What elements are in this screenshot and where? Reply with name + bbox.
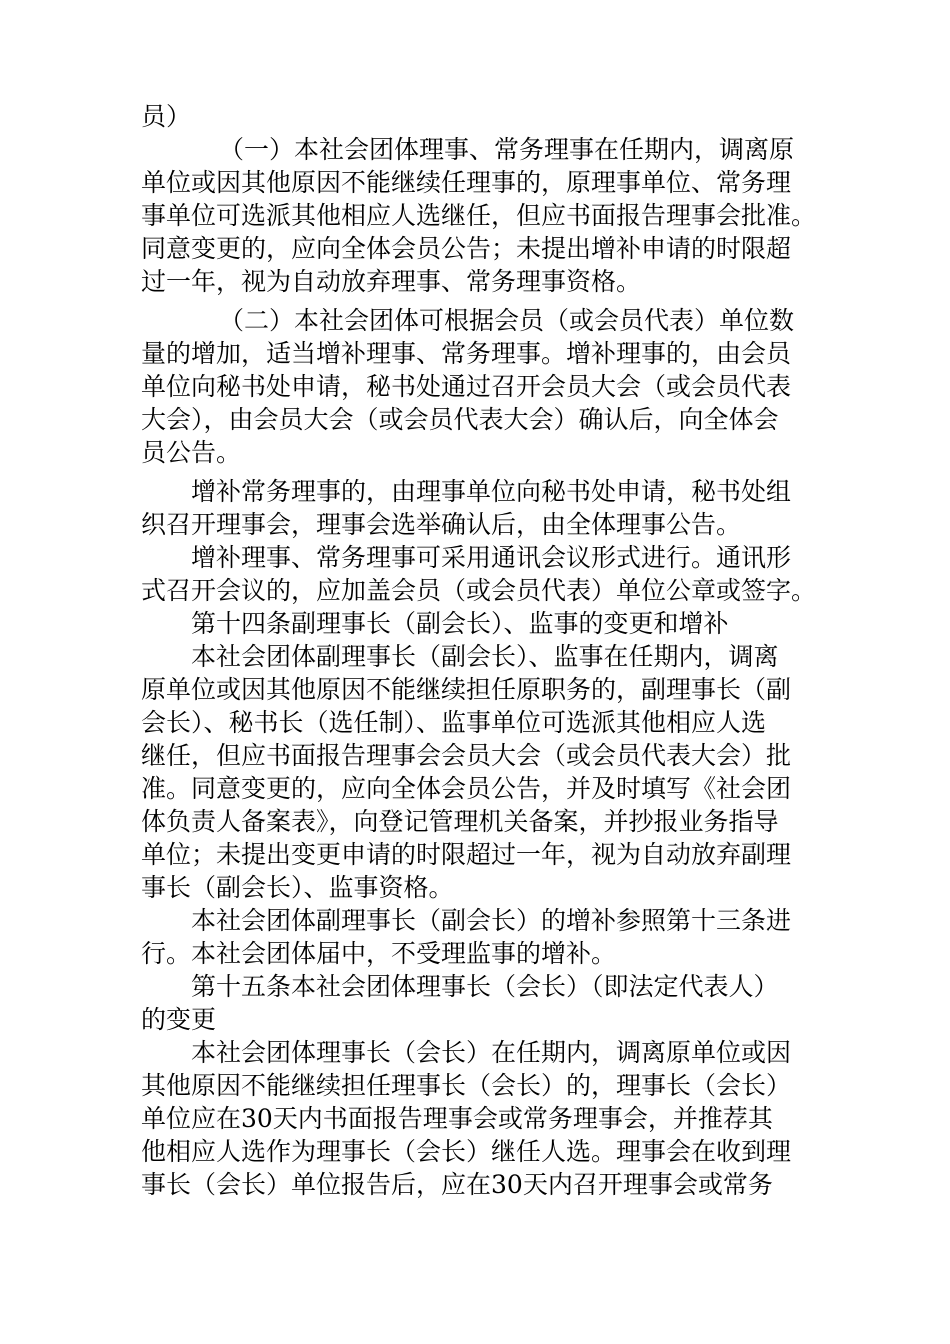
text-line: 的变更 [141,1005,217,1034]
paragraph-correspondence-meeting [141,541,821,607]
text-line: 过一年，视为自动放弃理事、常务理事资格。 [141,267,642,296]
text-line: 大会），由会员大会（或会员代表大会）确认后，向全体会 [141,405,779,434]
text-line: 单位或因其他原因不能继续任理事的，原理事单位、常务理 [141,168,792,197]
text-line: 单位应在30天内书面报告理事会或常务理事会，并推荐其 [141,1104,773,1133]
paragraph-item-1 [141,133,821,298]
text-line: 继任，但应书面报告理事会会员大会（或会员代表大会）批 [141,741,792,770]
text-line: 原单位或因其他原因不能继续担任原职务的，副理事长（副 [141,675,792,704]
text-line: 事单位可选派其他相应人选继任，但应书面报告理事会批准。 [141,201,817,230]
text-line: 事长（副会长）、监事资格。 [141,873,454,902]
text-line: 本社会团体副理事长（副会长）的增补参照第十三条进 [191,906,792,935]
text-line: 织召开理事会，理事会选举确认后，由全体理事公告。 [141,510,742,539]
text-line: 员） [141,102,192,131]
text-line: 第十五条本社会团体理事长（会长）（即法定代表人） [191,972,779,1001]
text-line: 本社会团体理事长（会长）在任期内，调离原单位或因 [191,1038,792,1067]
text-line: 单位向秘书处申请，秘书处通过召开会员大会（或会员代表 [141,372,792,401]
text-line: 会长）、秘书长（选任制）、监事单位可选派其他相应人选 [141,708,767,737]
text-line: 其他原因不能继续担任理事长（会长）的，理事长（会长） [141,1071,792,1100]
paragraph-item-2 [141,304,821,469]
text-line: 同意变更的，应向全体会员公告；未提出增补申请的时限超 [141,234,792,263]
text-line: （一）本社会团体理事、常务理事在任期内，调离原 [219,135,795,164]
article-15-heading [141,970,821,1036]
text-line: 量的增加，适当增补理事、常务理事。增补理事的，由会员 [141,339,792,368]
text-line: 员公告。 [141,438,242,467]
paragraph-standing-director [141,475,821,541]
text-line: 准。同意变更的，应向全体会员公告，并及时填写《社会团 [141,774,792,803]
text-line: 本社会团体副理事长（副会长）、监事在任期内，调离 [191,642,779,671]
text-line: 第十四条副理事长（副会长）、监事的变更和增补 [191,609,729,638]
text-line: 式召开会议的，应加盖会员（或会员代表）单位公章或签字。 [141,576,817,605]
text-line: 他相应人选作为理事长（会长）继任人选。理事会在收到理 [141,1137,792,1166]
document-body [141,100,821,1201]
text-line: 增补常务理事的，由理事单位向秘书处申请，秘书处组 [191,477,792,506]
article-14-heading [141,607,821,640]
paragraph-article-15-body [141,1036,821,1201]
paragraph-continuation [141,100,821,133]
text-line: 行。本社会团体届中，不受理监事的增补。 [141,939,617,968]
text-line: 事长（会长）单位报告后，应在30天内召开理事会或常务 [141,1170,773,1199]
paragraph-article-14-body [141,640,821,904]
paragraph-vice-chair-supplement [141,904,821,970]
text-line: 体负责人备案表》，向登记管理机关备案，并抄报业务指导 [141,807,779,836]
text-line: 单位；未提出变更申请的时限超过一年，视为自动放弃副理 [141,840,792,869]
text-line: （二）本社会团体可根据会员（或会员代表）单位数 [219,306,795,335]
text-line: 增补理事、常务理事可采用通讯会议形式进行。通讯形 [191,543,792,572]
